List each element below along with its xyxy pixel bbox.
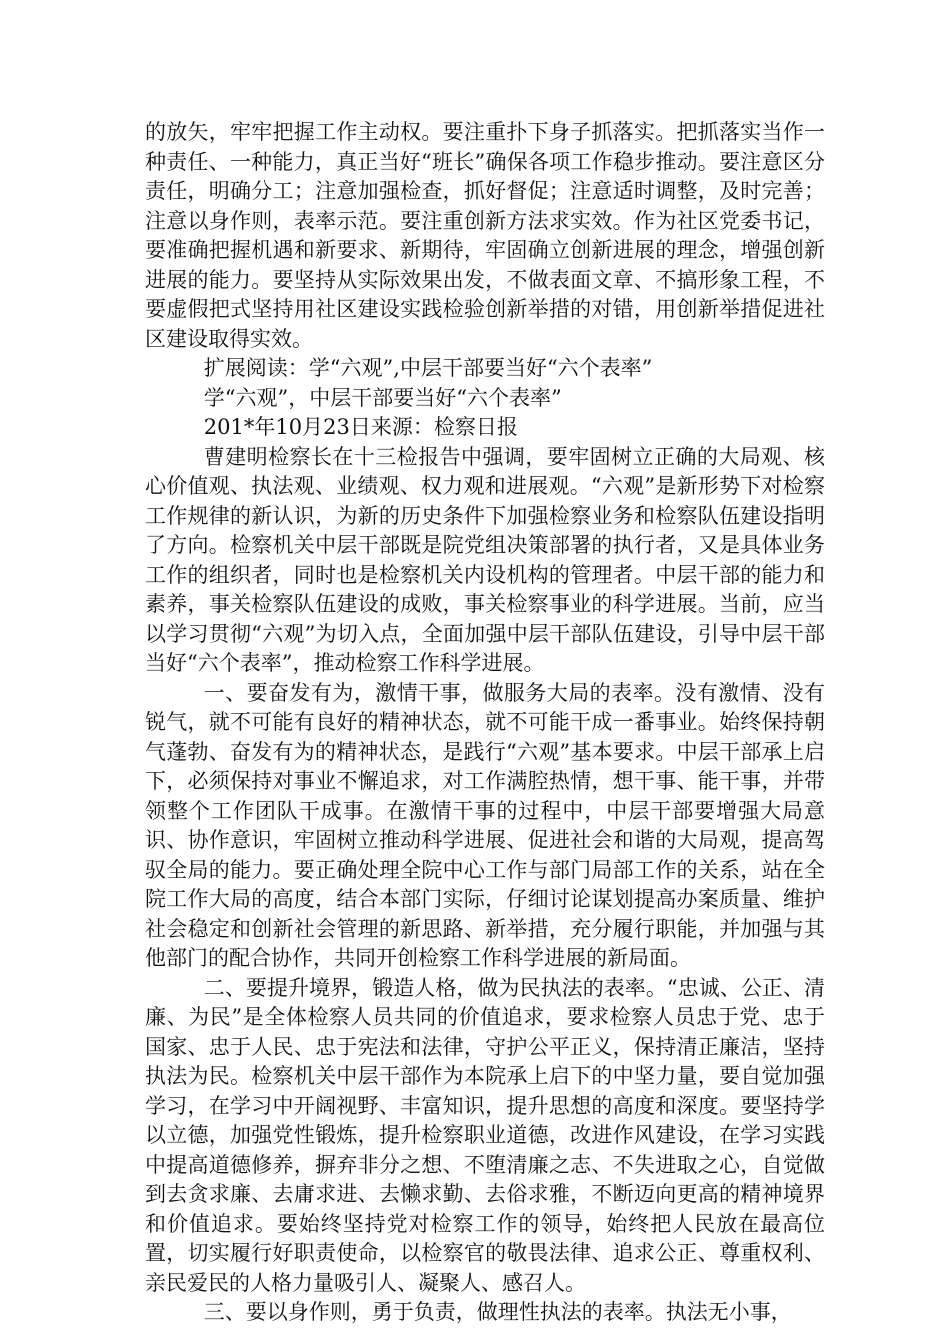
article-title: 学“六观”，中层干部要当好“六个表率” <box>203 385 562 410</box>
body-paragraph: 曹建明检察长在十三检报告中强调，要牢固树立正确的大局观、核心价值观、执法观、业绩观、权力观和进展观。“六观”是新形势下对检察工作规律的新认识，为新的历史条件下加强检察业务和检察队伍建设指明了方向。检察机关中层干部既是院党组决策部署的执行者，又是具体业务工作的组织者，同时也是检察机关内设机构的管理者。中层干部的能力和素养，事关检察队伍建设的成败，事关检察事业的科学进展。当前，应当以学习贯彻“六观”为切入点，全面加强中层干部队伍建设，引导中层干部当好“六个表率”，推动检察工作科学进展。 <box>145 444 825 675</box>
section-one-paragraph: 一、要奋发有为，激情干事，做服务大局的表率。没有激情、没有锐气，就不可能有良好的精神状态，就不可能干成一番事业。始终保持朝气蓬勃、奋发有为的精神状态，是践行“六观”基本要求。中层干部承上启下，必须保持对事业不懈追求，对工作满腔热情，想干事、能干事，并带领整个工作团队干成事。在激情干事的过程中，中层干部要增强大局意识、协作意识，牢固树立推动科学进展、促进社会和谐的大局观，提高驾驭全局的能力。要正确处理全院中心工作与部门局部工作的关系，站在全院工作大局的高度，结合本部门实际，仔细讨论谋划提高办案质量、维护社会稳定和创新社会管理的新思路、新举措，充分履行职能，并加强与其他部门的配合协作，共同开创检察工作科学进展的新局面。 <box>145 680 825 970</box>
section-three-paragraph: 三、要以身作则，勇于负责，做理性执法的表率。执法无小事， <box>203 1300 792 1324</box>
article-date-source: 201*年10月23日来源：检察日报 <box>203 415 518 439</box>
extended-reading-heading: 扩展阅读：学“六观”,中层干部要当好“六个表率” <box>203 356 653 380</box>
body-paragraph: 的放矢，牢牢把握工作主动权。要注重扑下身子抓落实。把抓落实当作一种责任、一种能力，真正当好“班长”确保各项工作稳步推动。要注意区分责任，明确分工；注意加强检查，抓好督促；注意适时调整，及时完善；注意以身作则，表率示范。要注重创新方法求实效。作为社区党委书记，要准确把握机遇和新要求、新期待，牢固确立创新进展的理念，增强创新进展的能力。要坚持从实际效果出发，不做表面文章、不搞形象工程，不要虚假把式坚持用社区建设实践检验创新举措的对错，用创新举措促进社区建设取得实效。 <box>145 120 825 351</box>
section-two-paragraph: 二、要提升境界，锻造人格，做为民执法的表率。“忠诚、公正、清廉、为民”是全体检察人员共同的价值追求，要求检察人员忠于党、忠于国家、忠于人民、忠于宪法和法律，守护公平正义，保持清正廉洁，坚持执法为民。检察机关中层干部作为本院承上启下的中坚力量，要自觉加强学习，在学习中开阔视野、丰富知识，提升思想的高度和深度。要坚持学以立德，加强党性锻炼，提升检察职业道德，改进作风建设，在学习实践中提高道德修养，摒弃非分之想、不堕清廉之志、不失进取之心，自觉做到去贪求廉、去庸求进、去懒求勤、去俗求雅，不断迈向更高的精神境界和价值追求。要始终坚持党对检察工作的领导，始终把人民放在最高位置，切实履行好职责使命，以检察官的敬畏法律、追求公正、尊重权利、亲民爱民的人格力量吸引人、凝聚人、感召人。 <box>145 975 825 1295</box>
document-page <box>145 118 825 1328</box>
